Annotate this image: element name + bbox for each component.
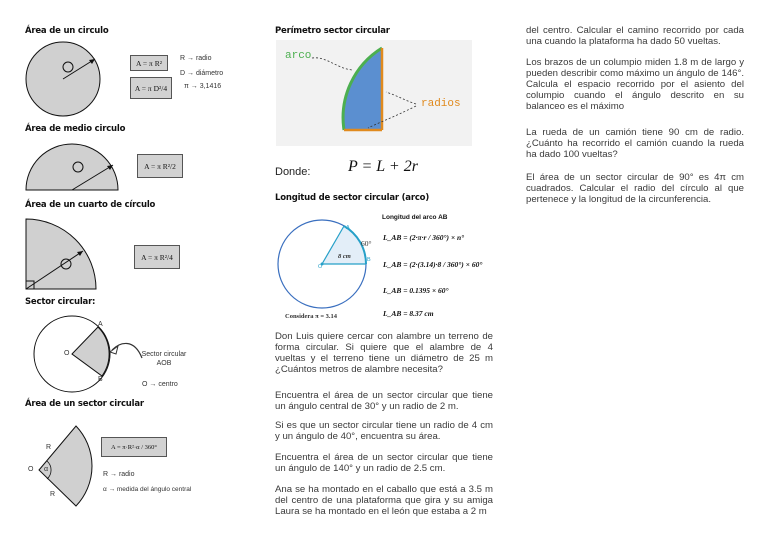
arc-radius-label: 8 cm bbox=[338, 253, 351, 260]
radius-label-top: R bbox=[46, 444, 52, 451]
arc-formula-result: L_AB = 8.37 cm bbox=[383, 309, 434, 318]
problem-sector-140: Encuentra el área de un sector circular que tiene un ángulo de 140° y un radio de 2.5 cm. bbox=[275, 452, 493, 474]
heading-longitud-arco: Longitud de sector circular (arco) bbox=[275, 193, 429, 203]
point-o-label: O bbox=[64, 350, 70, 357]
formula-area-sector: A = π·R²·α / 360° bbox=[101, 437, 167, 457]
heading-cuarto-circulo: Área de un cuarto de círculo bbox=[25, 200, 156, 210]
legend-alpha-sector: α → medida del ángulo central bbox=[103, 486, 192, 493]
problem-plataforma-start: Ana se ha montado en el caballo que está a 3.5 m del centro de una plataforma que gira y su amiga Laura se ha montado en el león que estaba a 2 m bbox=[275, 484, 493, 517]
alpha-label: α bbox=[44, 466, 49, 473]
formula-area-circulo-diametro: A = π D²/4 bbox=[130, 77, 172, 99]
problem-columpio: Los brazos de un columpio miden 1.8 m de largo y pueden describir como máximo un ángulo de 146°. Calcula el espacio recorrido por el asiento del columpio cuando el ángulo descrito en su balanceo es el máximo bbox=[526, 57, 744, 112]
donde-label: Donde: bbox=[275, 166, 311, 178]
arc-angle-label: 60° bbox=[361, 239, 372, 248]
arc-length-diagram bbox=[276, 216, 378, 324]
quarter-circle-diagram bbox=[25, 218, 100, 290]
half-circle-diagram bbox=[25, 142, 120, 192]
arc-point-b: B bbox=[367, 257, 371, 263]
legend-diametro: D → diámetro bbox=[180, 70, 224, 77]
legend-radio: R → radio bbox=[180, 55, 212, 62]
problem-plataforma-end: del centro. Calcular el camino recorrido por cada una cuando la plataforma ha dado 50 vueltas. bbox=[526, 25, 744, 47]
point-a-label: A bbox=[98, 321, 103, 328]
formula-area-circulo: A = π R² bbox=[130, 55, 168, 71]
arc-point-a: A bbox=[346, 225, 350, 231]
area-sector-diagram bbox=[30, 418, 85, 508]
heading-sector-circular: Sector circular: bbox=[25, 297, 96, 307]
arc-point-o: O bbox=[318, 264, 323, 270]
formula-cuarto-circulo: A = π R²/4 bbox=[134, 245, 180, 269]
arc-formula-line-1: L_AB = (2·π·r / 360°) × n° bbox=[383, 233, 465, 242]
heading-medio-circulo: Área de medio circulo bbox=[25, 124, 126, 134]
arc-diagram-title: Longitud del arco AB bbox=[382, 214, 448, 221]
heading-perimetro-sector: Perímetro sector circular bbox=[275, 26, 390, 36]
problem-rueda-camion: La rueda de un camión tiene 90 cm de radio. ¿Cuánto ha recorrido el camión cuando la rueda ha dado 100 vueltas? bbox=[526, 127, 744, 160]
center-o-label: O bbox=[28, 466, 34, 473]
problem-sector-40: Si es que un sector circular tiene un radio de 4 cm y un ángulo de 40°, encuentra su área. bbox=[275, 420, 493, 442]
sector-callout-label: Sector circular AOB bbox=[141, 351, 187, 367]
perimeter-equation: P = L + 2r bbox=[348, 158, 418, 175]
radios-label: radios bbox=[421, 98, 461, 110]
arc-formula-line-3: L_AB = 0.1395 × 60° bbox=[383, 286, 449, 295]
problem-alambre-terreno: Don Luis quiere cercar con alambre un terreno de forma circular. Si quiere que el alambre de 4 vueltas y el terreno tiene un diámetro de 25 m ¿Cuántos metros de alambre necesita? bbox=[275, 331, 493, 375]
arco-label: arco bbox=[285, 50, 312, 62]
legend-pi: π → 3,1416 bbox=[184, 83, 222, 90]
point-b-label: B bbox=[98, 376, 103, 383]
callout-arrow-icon bbox=[106, 330, 146, 370]
heading-area-sector: Área de un sector circular bbox=[25, 399, 144, 409]
problem-sector-30: Encuentra el área de un sector circular que tiene un ángulo central de 30° y un radio de 2 m. bbox=[275, 390, 493, 412]
problem-sector-90: El área de un sector circular de 90° es 4π cm cuadrados. Calcular el radio del círculo al que pertenece y la longitud de la circunferencia. bbox=[526, 172, 744, 205]
formula-medio-circulo: A = π R²/2 bbox=[137, 154, 183, 178]
legend-radio-sector: R → radio bbox=[103, 471, 135, 478]
full-circle-diagram bbox=[24, 40, 104, 120]
considera-pi-label: Considera π = 3.14 bbox=[285, 313, 338, 320]
heading-area-circulo: Área de un circulo bbox=[25, 26, 109, 36]
arc-formula-line-2: L_AB = (2·(3.14)·8 / 360°) × 60° bbox=[383, 260, 483, 269]
centro-label: O → centro bbox=[142, 381, 178, 388]
radius-label-bottom: R bbox=[50, 491, 56, 498]
